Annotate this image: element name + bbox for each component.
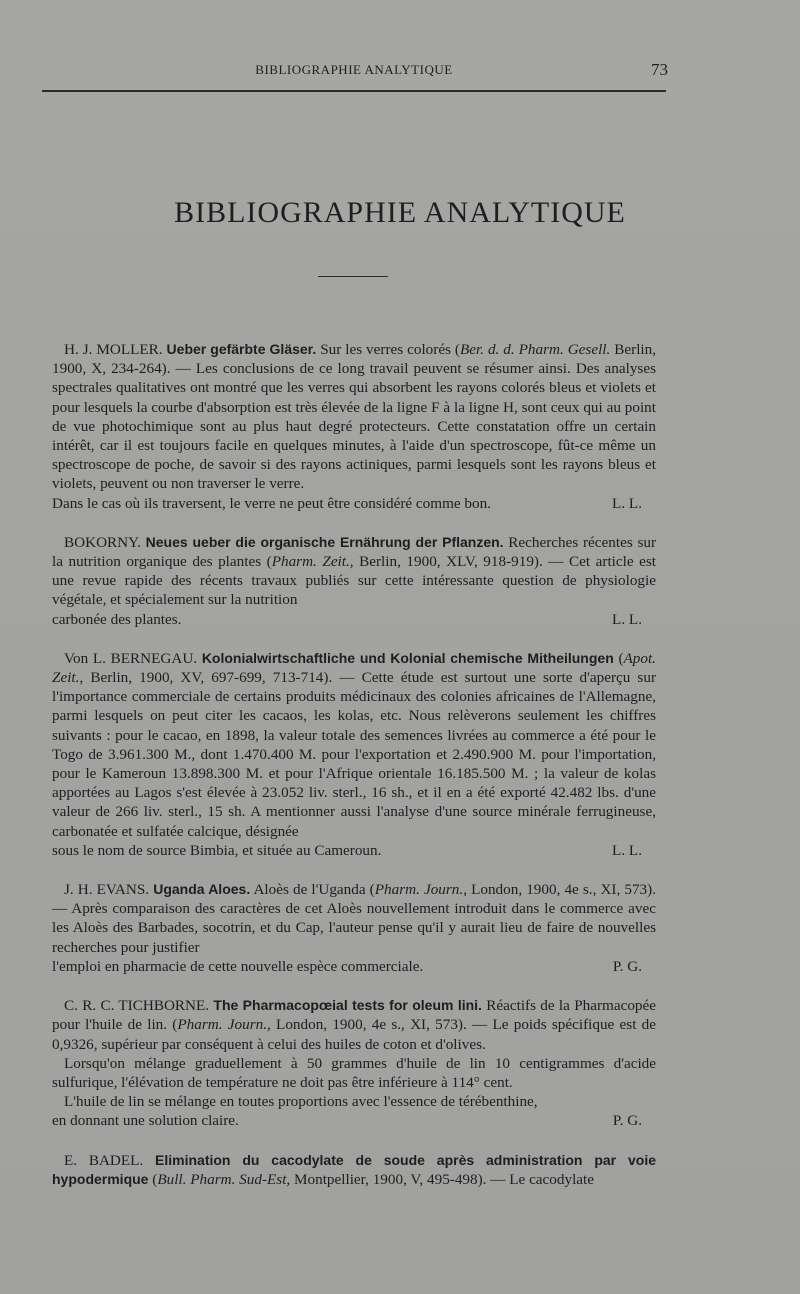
entry-text: Réactifs de la Pharmacopée pour l'huile de lin. ( <box>52 997 656 1034</box>
entry-last-line: en donnant une solution claire. <box>52 1112 239 1130</box>
entry-work-title: Uganda Aloes. <box>153 881 251 898</box>
entry-work-title: The Pharmacopœial tests for oleum lini. <box>213 997 482 1014</box>
entry-citation: Pharm. Zeit. <box>271 553 350 571</box>
running-head <box>40 60 668 82</box>
running-head-title: BIBLIOGRAPHIE ANALYTIQUE <box>255 62 453 77</box>
entry-text: Berlin, 1900, X, 234-264). — Les conclusions de ce long travail peuvent se résumer ainsi. Des analyses spectrales qualitatives ont montré que les verres qui absorbent les rayons colorés bleus et violets et pour lesquels la courbe d'absorption est très élevée de la ligne F à la ligne H, sont ceux qui au point de vue photochimique sont au plus haut degré protecteurs. Cette constatation offre un certain intérêt, car il est toujours facile en quelques minutes, à l'aide d'un spectroscope, fût-ce même un spectroscope de poche, de savoir si des rayons actiniques, parmi lesquels sont les rayons bleus et violets, peuvent ou non traverser le verre. <box>52 341 657 493</box>
entry-citation: Apot. Zeit. <box>52 649 656 687</box>
bibliography-body <box>52 340 656 1209</box>
entry-last-line: carbonée des plantes. <box>52 610 182 628</box>
entry-work-title: Ueber gefärbte Gläser. <box>166 341 317 357</box>
entry-text: Sur les verres colorés ( <box>320 341 460 358</box>
bibliography-entry <box>52 880 656 976</box>
entry-signature: L. L. <box>612 494 642 512</box>
entry-work-title: Neues ueber die organische Ernährung der Pflanzen. <box>145 533 504 550</box>
entry-text: Montpellier, 1900, V, 495-498). — Le cacodylate <box>294 1170 594 1188</box>
page-title: BIBLIOGRAPHIE ANALYTIQUE <box>174 196 626 229</box>
entry-last-line: sous le nom de source Bimbia, et située au Cameroun. <box>52 841 382 859</box>
entry-text: , London, 1900, 4e s., XI, 573). — Après comparaison des caractères de cet Aloès nouvellement introduit dans le commerce avec les Aloès des Barbades, socotrin, et du Cap, l'auteur pense qu'il y aurait lieu de faire de nouvelles recherches pour justifier <box>52 881 656 956</box>
entry-last-line: l'emploi en pharmacie de cette nouvelle espèce commerciale. <box>52 957 424 975</box>
entry-author: Von L. BERNEGAU. <box>64 649 198 667</box>
bibliography-entry <box>52 996 656 1130</box>
entry-signature: L. L. <box>612 610 642 628</box>
entry-text: Recherches récentes sur la nutrition organique des plantes ( <box>52 533 657 571</box>
header-rule <box>42 90 666 92</box>
page-number: 73 <box>651 60 668 79</box>
entry-citation: Ber. d. d. Pharm. Gesell. <box>459 341 611 358</box>
entry-text: ( <box>618 649 624 667</box>
entry-author: J. H. EVANS. <box>64 881 150 899</box>
entry-last-line: Dans le cas où ils traversent, le verre ne peut être considéré comme bon. <box>52 494 491 512</box>
title-rule <box>318 276 388 277</box>
entry-work-title: Kolonialwirtschaftliche und Kolonial chemische Mitheilungen <box>201 649 614 666</box>
entry-author: C. R. C. TICHBORNE. <box>64 997 210 1015</box>
entry-signature: L. L. <box>612 841 642 859</box>
entry-signature: P. G. <box>612 957 642 975</box>
bibliography-entry <box>52 1151 656 1189</box>
entry-author: H. J. MOLLER. <box>64 341 163 358</box>
entry-text: , London, 1900, 4e s., XI, 573). — Le poids spécifique est de 0,9326, supérieur par conséquent à celui des huiles de coton et d'olives. <box>52 1016 656 1053</box>
entry-signature: P. G. <box>612 1112 642 1130</box>
entry-citation: Pharm. Journ. <box>177 1016 267 1034</box>
entry-text: , Berlin, 1900, XV, 697-699, 713-714). — Cette étude est surtout une sorte d'aperçu sur l'importance commerciale de certains produits médicinaux des colonies africaines de l'Allemagne, parmi lesquels on peut citer les cacaos, les kolas, etc. Nous relèverons seulement les chiffres suivants : pour le cacao, en 1898, la valeur totale des semences livrées au commerce a été pour le Togo de 3.961.300 M., dont 1.470.400 M. pour l'exportation et 2.490.900 M. pour l'importation, pour le Kameroun 13.898.300 M. et pour l'Afrique orientale 16.185.500 M. ; la valeur de kolas apportées au Lagos s'est élevée à 23.052 liv. sterl., 16 sh., et il en a été exporté 42.482 lbs. d'une valeur de 266 liv. sterl., 15 sh. A mentionner aussi l'analyse d'une source minérale ferrugineuse, carbonatée et sulfatée calcique, désignée <box>52 669 656 840</box>
entry-paragraph: L'huile de lin se mélange en toutes proportions avec l'essence de térébenthine, <box>64 1093 538 1111</box>
entry-author: BOKORNY. <box>64 533 141 551</box>
entry-text: , Berlin, 1900, XLV, 918-919). — Cet article est une revue rapide des récents travaux publiés sur cette intéressante question de physiologie végétale, et spécialement sur la nutrition <box>52 553 656 609</box>
entry-citation: Pharm. Journ. <box>374 881 464 899</box>
entry-citation: Bull. Pharm. Sud-Est, <box>157 1170 291 1188</box>
entry-author: E. BADEL. <box>64 1151 144 1169</box>
entry-text: Aloès de l'Uganda ( <box>253 881 375 899</box>
bibliography-entry <box>52 340 656 513</box>
entry-work-title: Elimination du cacodylate de soude après administration par voie hypodermique <box>52 1151 656 1187</box>
entry-text: ( <box>152 1170 158 1188</box>
bibliography-entry <box>52 649 656 860</box>
entry-paragraph: Lorsqu'on mélange graduellement à 50 grammes d'huile de lin 10 centigrammes d'acide sulfurique, l'élévation de température ne doit pas être inférieure à 114° cent. <box>52 1054 656 1091</box>
bibliography-entry <box>52 533 656 629</box>
